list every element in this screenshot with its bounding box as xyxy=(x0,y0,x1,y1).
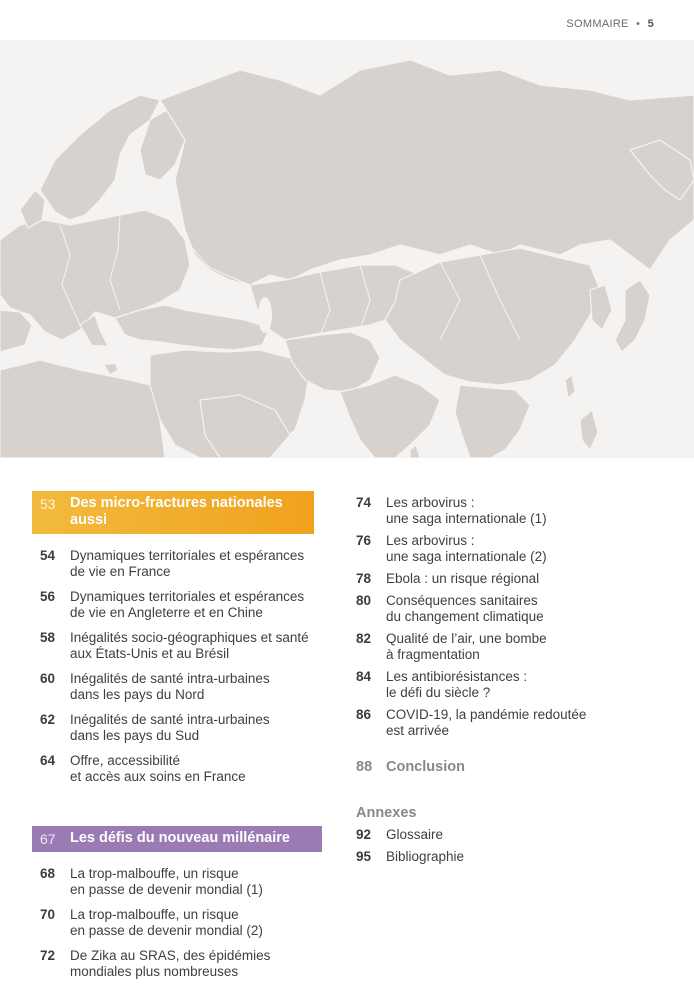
toc-entry[interactable] xyxy=(356,593,666,625)
southeast-asia-shape xyxy=(455,385,530,458)
toc-entry-title: Offre, accessibilité et accès aux soins en France xyxy=(70,753,246,784)
baltic-sea-shape xyxy=(122,166,138,214)
toc-entry[interactable] xyxy=(32,630,332,662)
sri-lanka-shape xyxy=(410,445,420,458)
toc-entry-title: Bibliographie xyxy=(386,849,465,864)
toc-entry-title: Inégalités de santé intra-urbaines dans les pays du Sud xyxy=(70,712,270,743)
toc-page-number: 58 xyxy=(40,630,56,645)
toc-entry-title: Dynamiques territoriales et espérances de vie en Angleterre et en Chine xyxy=(70,589,305,620)
toc-entry[interactable] xyxy=(32,948,332,980)
header-page-number: 5 xyxy=(647,18,654,30)
toc-page-number: 84 xyxy=(356,669,372,684)
toc-left-column xyxy=(32,491,332,989)
eurasia-map xyxy=(0,40,694,458)
toc-entry[interactable] xyxy=(32,589,332,621)
toc-entry[interactable] xyxy=(356,495,666,527)
toc-entry-title: Qualité de l’air, une bombe à fragmentation xyxy=(386,631,547,662)
running-header xyxy=(566,18,654,30)
toc-page-number: 60 xyxy=(40,671,56,686)
annexes-heading: Annexes xyxy=(356,805,417,821)
toc-page-number: 78 xyxy=(356,571,372,586)
japan-shape xyxy=(615,280,650,352)
china-mongolia-shape xyxy=(385,248,600,385)
section-header-micro-fractures[interactable] xyxy=(32,491,314,534)
toc-page-number: 76 xyxy=(356,533,372,548)
toc-entry-title: Les antibiorésistances : le défi du siècle ? xyxy=(386,669,528,700)
toc-entry[interactable] xyxy=(356,707,666,739)
toc-entry[interactable] xyxy=(356,631,666,663)
toc-entry-title: La trop-malbouffe, un risque en passe de devenir mondial (2) xyxy=(70,907,263,938)
header-separator: • xyxy=(636,18,641,30)
mediterranean-sea-shape xyxy=(50,345,140,365)
toc-page-number: 86 xyxy=(356,707,372,722)
section-header-defis-millenaire[interactable] xyxy=(32,826,322,852)
toc-entry-title: COVID-19, la pandémie redoutée est arrivée xyxy=(386,707,587,738)
section-title: Les défis du nouveau millénaire xyxy=(70,830,290,846)
toc-entry[interactable] xyxy=(32,671,332,703)
toc-entry-title: Glossaire xyxy=(386,827,444,842)
black-sea-shape xyxy=(173,294,217,310)
korea-shape xyxy=(590,285,612,330)
toc-page-number: 62 xyxy=(40,712,56,727)
section-spacer xyxy=(32,794,332,826)
balkans-turkey-shape xyxy=(115,305,270,350)
toc-entry[interactable] xyxy=(32,548,332,580)
toc-entry-title: Conséquences sanitaires du changement climatique xyxy=(386,593,544,624)
toc-page-number: 68 xyxy=(40,866,56,881)
toc-page-number: 64 xyxy=(40,753,56,768)
toc-entry[interactable] xyxy=(32,753,332,785)
iberia-shape xyxy=(0,310,32,352)
toc-entry[interactable] xyxy=(356,533,666,565)
toc-page-number: 74 xyxy=(356,495,372,510)
section-title: Des micro-fractures nationales aussi xyxy=(70,495,283,528)
toc-page-number: 56 xyxy=(40,589,56,604)
toc-entry-title: Les arbovirus : une saga internationale (1) xyxy=(386,495,547,526)
italy-shape xyxy=(80,315,118,375)
section-number: 53 xyxy=(40,496,56,512)
toc-entry[interactable] xyxy=(32,712,332,744)
north-africa-shape xyxy=(0,360,165,458)
conclusion-page-number: 88 xyxy=(356,759,373,775)
toc-right-column xyxy=(356,495,666,871)
toc-entry-title: Inégalités de santé intra-urbaines dans les pays du Nord xyxy=(70,671,270,702)
toc-entry-title: Inégalités socio-géographiques et santé aux États-Unis et au Brésil xyxy=(70,630,309,661)
toc-entry-annex[interactable] xyxy=(356,849,666,865)
russia-shape xyxy=(160,60,694,285)
toc-entry-annex[interactable] xyxy=(356,827,666,843)
toc-page-number: 82 xyxy=(356,631,372,646)
taiwan-shape xyxy=(565,375,575,398)
toc-page-number: 80 xyxy=(356,593,372,608)
toc-page-number: 54 xyxy=(40,548,56,563)
toc-entry-title: Dynamiques territoriales et espérances de vie en France xyxy=(70,548,305,579)
philippines-shape xyxy=(580,410,598,450)
toc-page-number: 95 xyxy=(356,849,372,864)
toc-entry-title: La trop-malbouffe, un risque en passe de devenir mondial (1) xyxy=(70,866,263,897)
toc-entry[interactable] xyxy=(32,907,332,939)
section-number: 67 xyxy=(40,831,56,847)
toc-entry-title: De Zika au SRAS, des épidémies mondiales plus nombreuses xyxy=(70,948,271,979)
toc-conclusion[interactable] xyxy=(356,759,666,775)
caspian-sea-shape xyxy=(258,297,272,333)
toc-entry-title: Ebola : un risque régional xyxy=(386,571,540,586)
toc-entry[interactable] xyxy=(356,571,666,587)
toc-page-number: 92 xyxy=(356,827,372,842)
conclusion-title: Conclusion xyxy=(386,759,465,775)
toc-entry[interactable] xyxy=(32,866,332,898)
toc-entry-title: Les arbovirus : une saga internationale (2) xyxy=(386,533,547,564)
toc-page-number: 70 xyxy=(40,907,56,922)
toc-page-number: 72 xyxy=(40,948,56,963)
toc-entry[interactable] xyxy=(356,669,666,701)
map-illustration xyxy=(0,40,694,458)
header-section-label: SOMMAIRE xyxy=(566,18,629,30)
